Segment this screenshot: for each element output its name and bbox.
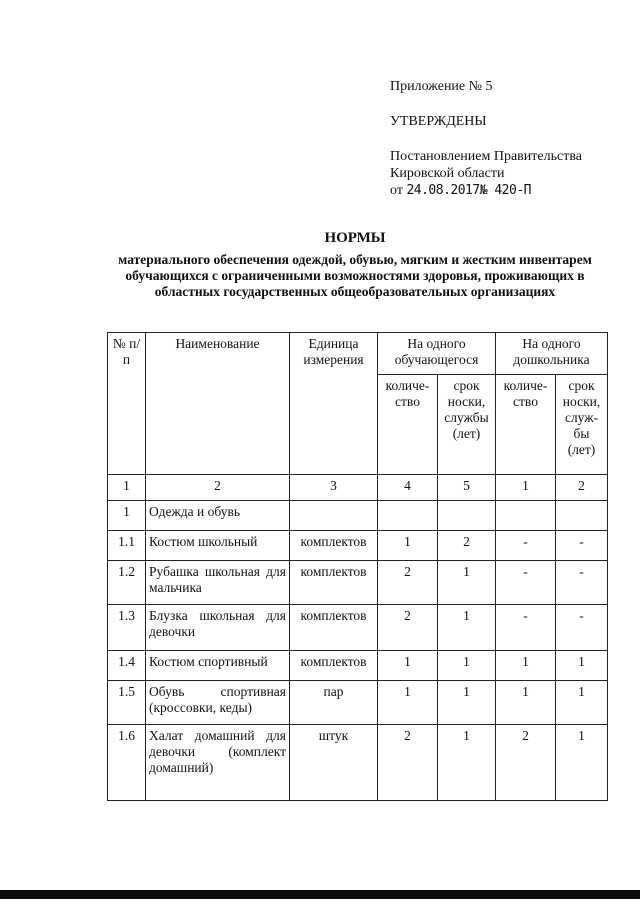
row-num: 1.1: [108, 531, 146, 561]
row-term-preschool: -: [556, 561, 608, 605]
approved-label: УТВЕРЖДЕНЫ: [390, 114, 487, 129]
row-unit: пар: [290, 681, 378, 725]
row-unit: комплектов: [290, 561, 378, 605]
date-handwritten: 24.08.2017№ 420-П: [406, 183, 531, 198]
row-quantity-student: [378, 501, 438, 531]
row-name: Костюм школьный: [146, 531, 290, 561]
row-quantity-preschool: -: [496, 605, 556, 651]
table-row: [108, 561, 608, 605]
row-term-student: 1: [438, 651, 496, 681]
row-quantity-student: 2: [378, 725, 438, 801]
row-quantity-student: 1: [378, 531, 438, 561]
document-subtitle: материального обеспечения одеждой, обувью, мягким и жестким инвентарем обучающихся с ограниченными возможностями здоровья, проживающих в областных государственных общеобразовательных организациях: [118, 252, 592, 299]
column-number-row: [108, 475, 608, 501]
column-number: 2: [556, 475, 608, 501]
row-term-preschool: 1: [556, 681, 608, 725]
row-name: Халат домашний для девочки (комплект домашний): [146, 725, 290, 801]
resolution-line-2: Кировской области: [390, 166, 505, 181]
row-term-student: 1: [438, 605, 496, 651]
row-num: 1: [108, 501, 146, 531]
row-name: Обувь спортивная (кроссовки, кеды): [146, 681, 290, 725]
row-quantity-student: 2: [378, 605, 438, 651]
scan-edge-bar: [0, 890, 640, 899]
row-unit: комплектов: [290, 605, 378, 651]
row-quantity-preschool: -: [496, 531, 556, 561]
row-term-preschool: -: [556, 605, 608, 651]
column-number: 4: [378, 475, 438, 501]
appendix-label: Приложение № 5: [390, 79, 493, 94]
row-term-student: 2: [438, 531, 496, 561]
row-quantity-preschool: 2: [496, 725, 556, 801]
resolution-line-1: Постановлением Правительства: [390, 149, 582, 164]
row-num: 1.4: [108, 651, 146, 681]
header-per-student: На одного обучающегося: [378, 333, 496, 375]
approval-block: [390, 78, 630, 199]
header-quantity-student: количе-ство: [378, 375, 438, 475]
column-number: 2: [146, 475, 290, 501]
row-quantity-preschool: -: [496, 561, 556, 605]
column-number: 1: [496, 475, 556, 501]
norms-table: [107, 332, 608, 801]
row-term-preschool: 1: [556, 725, 608, 801]
row-name: Блузка школьная для девочки: [146, 605, 290, 651]
table-row: [108, 605, 608, 651]
header-num: № п/п: [108, 333, 146, 475]
header-per-preschooler: На одного дошкольника: [496, 333, 608, 375]
column-number: 5: [438, 475, 496, 501]
row-name: Рубашка школьная для мальчика: [146, 561, 290, 605]
row-num: 1.5: [108, 681, 146, 725]
row-term-preschool: 1: [556, 651, 608, 681]
row-unit: комплектов: [290, 651, 378, 681]
row-unit: комплектов: [290, 531, 378, 561]
row-quantity-preschool: 1: [496, 681, 556, 725]
header-name: Наименование: [146, 333, 290, 475]
resolution-date: [390, 182, 630, 199]
date-prefix: от: [390, 183, 403, 198]
column-number: 1: [108, 475, 146, 501]
table-row: [108, 531, 608, 561]
row-term-preschool: -: [556, 531, 608, 561]
header-row-1: [108, 333, 608, 375]
table-row: [108, 681, 608, 725]
table-row: [108, 651, 608, 681]
row-quantity-preschool: 1: [496, 651, 556, 681]
row-num: 1.3: [108, 605, 146, 651]
row-unit: штук: [290, 725, 378, 801]
row-term-student: 1: [438, 681, 496, 725]
row-term-student: [438, 501, 496, 531]
row-quantity-preschool: [496, 501, 556, 531]
row-name: Одежда и обувь: [146, 501, 290, 531]
table-row: [108, 501, 608, 531]
header-unit: Единица измерения: [290, 333, 378, 475]
row-term-student: 1: [438, 725, 496, 801]
document-title: НОРМЫ: [324, 230, 386, 246]
row-quantity-student: 1: [378, 651, 438, 681]
header-term-preschool: срок носки, служ-бы (лет): [556, 375, 608, 475]
header-quantity-preschool: количе-ство: [496, 375, 556, 475]
row-quantity-student: 2: [378, 561, 438, 605]
row-name: Костюм спортивный: [146, 651, 290, 681]
table-row: [108, 725, 608, 801]
row-num: 1.2: [108, 561, 146, 605]
row-term-preschool: [556, 501, 608, 531]
column-number: 3: [290, 475, 378, 501]
header-term-student: срок носки, службы (лет): [438, 375, 496, 475]
row-num: 1.6: [108, 725, 146, 801]
row-unit: [290, 501, 378, 531]
row-term-student: 1: [438, 561, 496, 605]
row-quantity-student: 1: [378, 681, 438, 725]
